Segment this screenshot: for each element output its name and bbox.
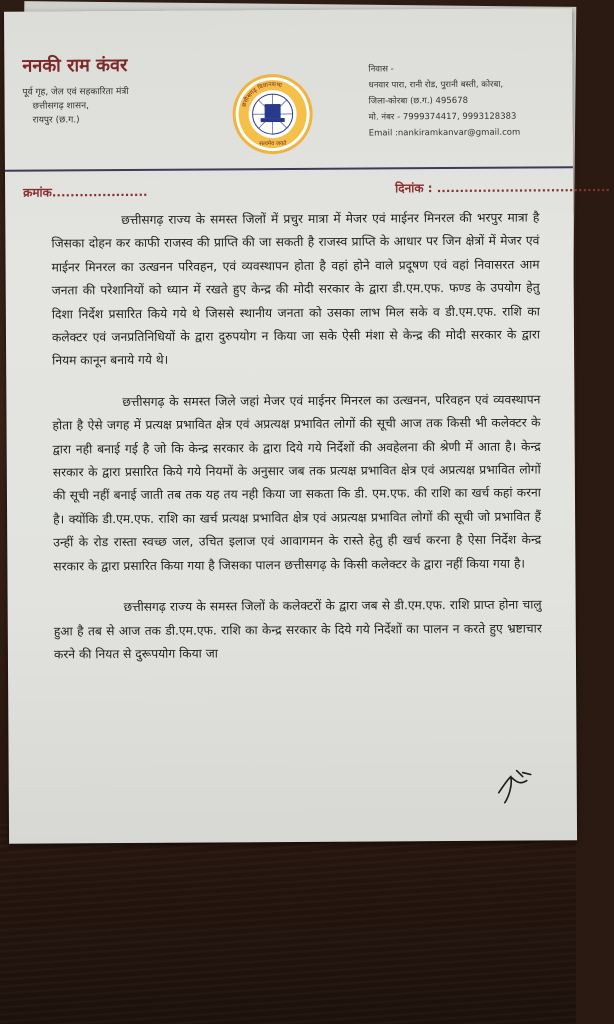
seal-motto-text: सत्यमेव जयते bbox=[259, 141, 287, 148]
handwritten-initial-icon bbox=[493, 762, 537, 806]
designation-line: रायपुर (छ.ग.) bbox=[32, 115, 80, 126]
designation-line: पूर्व गृह, जेल एवं सहकारिता मंत्री bbox=[22, 86, 129, 98]
kramank-label: क्रमांक..................... bbox=[23, 184, 148, 200]
email-line: Email :nankiramkanvar@gmail.com bbox=[368, 127, 521, 139]
address-line: निवास - bbox=[368, 64, 394, 75]
designation-line: छत्तीसगढ़ शासन, bbox=[32, 101, 89, 112]
reference-row bbox=[23, 180, 610, 203]
dinank-label: दिनांक : ...................................... bbox=[395, 180, 610, 196]
body-paragraph: छत्तीसगढ़ के समस्त जिले जहां मेजर एवं माईनर मिनरल का उत्खनन, परिवहन एवं व्यवस्थापन होता है ऐसे जगह में प्रत्यक्ष प्रभावित क्षेत्र एवं अप्रत्यक्ष प्रभावित लोगों की सूची आज तक किसी भी कलेक्टर के द्वारा नही बनाई गई है जो कि केन्द्र सरकार के द्वारा दिये गये निर्देशों की अवहेलना की श्रेणी में आता है। केन्द्र सरकार के द्वारा प्रसारित किये गये नियमों के अनुसार जब तक प्रत्यक्ष प्रभावित क्षेत्र एवं अप्रत्यक्ष प्रभावित लोगों की सूची नहीं बनाई जाती तब तक यह तय नही किया जा सकता कि डी. एम.एफ. की राशि का खर्च कहां करना है। क्योंकि डी.एम.एफ. राशि का खर्च प्रत्यक्ष प्रभावित क्षेत्र एवं अप्रत्यक्ष प्रभावित लोगों की सूची जो प्रभावित हैं उन्हीं के रोड रास्ता स्वच्छ जल, उचित इलाज एवं आवागमन के रास्ते हेतु ही खर्च करना है ऐसा निर्देश केन्द्र सरकार के द्वारा प्रसारित किया गया है जिसका पालन छत्तीसगढ़ के किसी कलेक्टर के द्वारा नहीं किया गया है। bbox=[52, 392, 542, 574]
ashoka-emblem-icon bbox=[253, 94, 293, 134]
phone-line: मो. नंबर - 7999374417, 9993128383 bbox=[368, 111, 517, 123]
letter-body bbox=[51, 206, 542, 684]
sender-block bbox=[22, 52, 222, 127]
body-paragraph: छत्तीसगढ़ राज्य के समस्त जिलों में प्रचुर मात्रा में मेजर एवं माईनर मिनरल की भरपुर मात्रा है जिसका दोहन कर काफी राजस्व की प्राप्ति की जा सकती है राजस्व प्राप्ति के आधार पर जिन क्षेत्रों में मेजर एवं माईनर मिनरल का उत्खनन परिवहन, एवं व्यवस्थापन होता है वहां होने वाले प्रदूषण एवं वहां निवासरत आम जनता की परेशानियों को ध्यान में रखते हुए केन्द्र की मोदी सरकार के द्वारा डी.एम.एफ. फण्ड के उपयोग हेतु दिशा निर्देश प्रसारित किये गये थे जिससे स्थानीय जनता को उसका लाभ मिल सके व डी.एम.एफ. राशि का कलेक्टर एवं जनप्रतिनिधियों के द्वारा दुरुपयोग न किया जा सके ऐसी मंशा से केन्द्र की मोदी सरकार के द्वारा नियम कानून बनाये गये थे। bbox=[51, 210, 541, 368]
header-divider bbox=[5, 166, 573, 171]
sender-name: ननकी राम कंवर bbox=[22, 54, 128, 77]
address-block bbox=[368, 60, 568, 141]
address-line: धनवार पारा, रानी रोड, पुरानी बस्ती, कोरबा, bbox=[368, 79, 504, 91]
letter-page bbox=[4, 8, 610, 843]
seal-top-text: छत्तीसगढ़ विधानसभा bbox=[240, 81, 283, 108]
assembly-seal bbox=[230, 72, 315, 157]
address-line: जिला-कोरबा (छ.ग.) 495678 bbox=[368, 95, 469, 107]
body-paragraph: छत्तीसगढ़ राज्य के समस्त जिलों के कलेक्टरों के द्वारा जब से डी.एम.एफ. राशि प्राप्त होना चालु हुआ है तब से आज तक डी.एम.एफ. राशि का केन्द्र सरकार के दिये गये निर्देशों का पालन न करते हुए भ्रष्टाचार करने की नियत से दुरूपयोग किया जा bbox=[53, 597, 542, 662]
